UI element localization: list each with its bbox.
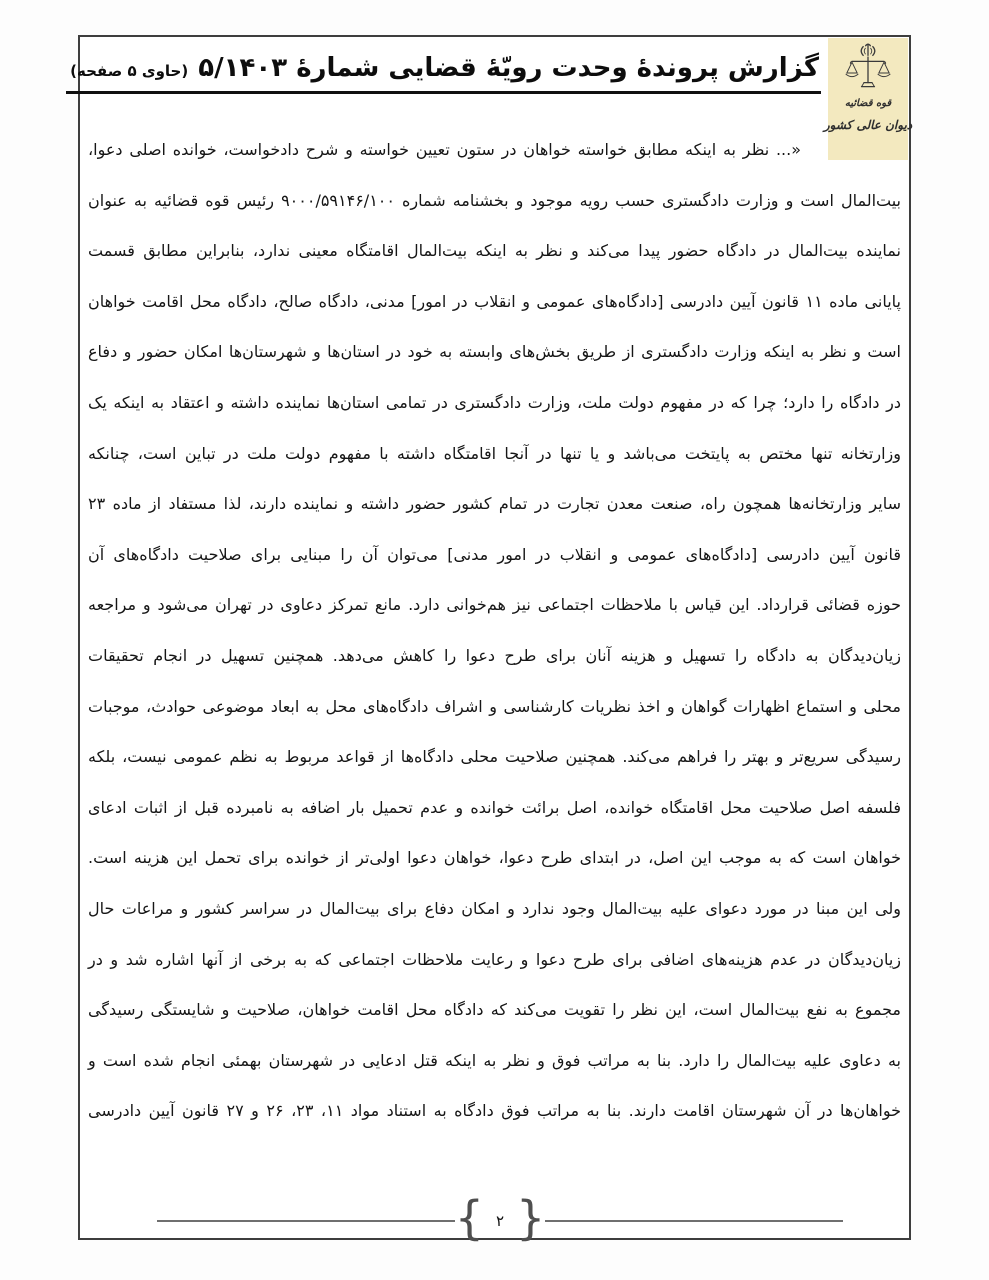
judiciary-authority-label: قوه قضائیه — [844, 98, 892, 109]
body-line: خواهان است که به موجب این اصل، در ابتدای طرح دعوا، خواهان دعوا اولی‌تر از خوانده برای تحمل این هزینه است. — [88, 848, 901, 868]
footer-rule-right — [545, 1220, 843, 1222]
body-line: است و نظر به اینکه وزارت دادگستری از طریق بخش‌های وابسته به خود در استان‌ها و شهرستان‌ها امکان حضور و دفاع — [88, 342, 901, 362]
document-title: گزارش پروندهٔ وحدت رویّهٔ قضایی شمارهٔ ۵/۱۴۰۳ — [198, 53, 819, 83]
body-line: حوزه قضائی قرارداد. این قیاس با ملاحظات اجتماعی نیز هم‌خوانی دارد. مانع تمرکز دعاوی در تهران می‌شود و مراجعه — [88, 595, 901, 615]
body-line: قانون آیین دادرسی [دادگاه‌های عمومی و انقلاب در امور مدنی] می‌توان آن را مبنایی برای صلاحیت دادگاه‌های آن — [88, 544, 901, 564]
body-line: زیان‌دیدگان در عدم هزینه‌های اضافی برای طرح دعوا و رعایت ملاحظات اجتماعی که به برخی از آنها اشاره شد و در — [88, 949, 901, 969]
page-border-frame — [70, 35, 913, 1245]
supreme-court-label: دیوان عالی کشور — [823, 118, 913, 132]
header — [66, 53, 821, 94]
footer-rule-left — [157, 1220, 455, 1222]
page-count-note: (حاوی ۵ صفحه) — [70, 62, 189, 80]
body-line: بیت‌المال است و وزارت دادگستری حسب رویه موجود و بخشنامه شماره ۹۰۰۰/۵۹۱۴۶/۱۰۰ رئیس قوه قضائیه به عنوان — [88, 190, 902, 210]
body-text — [88, 125, 901, 1137]
scales-of-justice-icon — [844, 42, 892, 96]
body-line: به دعاوی علیه بیت‌المال را دارد. بنا به مراتب فوق و نظر به اینکه قتل ادعایی در شهرستان بهمئی انجام شده است و — [88, 1050, 901, 1070]
body-line: وزارتخانه تنها مختص به پایتخت می‌باشد و یا تنها در آنجا اقامتگاه داشته با مفهوم دولت ملت در تباین است، چنانکه — [88, 443, 901, 463]
body-line: زیان‌دیدگان به دادگاه را تسهیل و هزینه آنان برای طرح دعوا را کاهش می‌دهد. همچنین تسهیل در انجام تحقیقات — [88, 645, 901, 665]
body-line: فلسفه اصل صلاحیت محل اقامتگاه خوانده، اصل برائت خوانده و عدم تحمیل بار اضافه به نامبرده قبل از اثبات ادعای — [88, 797, 901, 817]
footer — [80, 1191, 909, 1245]
body-line: رسیدگی سریع‌تر و بهتر را فراهم می‌کند. همچنین صلاحیت محلی دادگاه‌ها از قواعد مربوط به نظم عمومی نیست، بلکه — [88, 747, 901, 767]
body-line: ولی این مبنا در مورد دعوای علیه بیت‌المال وجود ندارد و امکان دفاع برای بیت‌المال در سراسر کشور و مراعات حال — [88, 898, 901, 918]
page-number: ۲ — [495, 1212, 505, 1230]
right-brace: } — [516, 1191, 546, 1245]
body-line: سایر وزارتخانه‌ها همچون راه، صنعت معدن تجارت در تمام کشور حضور داشته و نماینده دارند، لذا مستفاد از ماده ۲۳ — [88, 494, 901, 514]
body-line: در دادگاه را دارد؛ چرا که در مفهوم دولت ملت، وزارت دادگستری در تمامی استان‌ها نماینده داشته و اعتقاد به اینکه یک — [88, 392, 901, 412]
body-line: محلی و استماع اظهارات گواهان و اخذ نظریات کارشناسی و اشراف دادگاه‌های محل به ابعاد موضوعی حوادث، موجبات — [88, 696, 901, 716]
left-brace: { — [454, 1191, 484, 1245]
body-line: خواهان‌ها در آن شهرستان اقامت دارند. بنا به مراتب فوق دادگاه به استناد مواد ۱۱، ۲۳، ۲۶ و ۲۷ قانون آیین دادرسی — [88, 1101, 902, 1121]
body-line: مجموع به نفع بیت‌المال است، این نظر را تقویت می‌کند که دادگاه محل اقامت خواهان، صلاحیت و شایستگی رسیدگی — [88, 1000, 901, 1020]
body-line: «... نظر به اینکه مطابق خواسته خواهان در ستون تعیین خواسته و شرح دادخواست، خوانده اصلی دعوا، — [88, 140, 801, 159]
body-line: پایانی ماده ۱۱ قانون آیین دادرسی [دادگاه‌های عمومی و انقلاب در امور] مدنی، دادگاه صالح، دادگاه محل اقامت خواهان — [88, 291, 901, 311]
title-underline-wrap — [66, 53, 821, 94]
body-line: نماینده بیت‌المال در دادگاه حضور پیدا می‌کند و نظر به اینکه بیت‌المال اقامتگاه معینی ندارد، بنابراین مطابق قسمت — [88, 241, 901, 261]
